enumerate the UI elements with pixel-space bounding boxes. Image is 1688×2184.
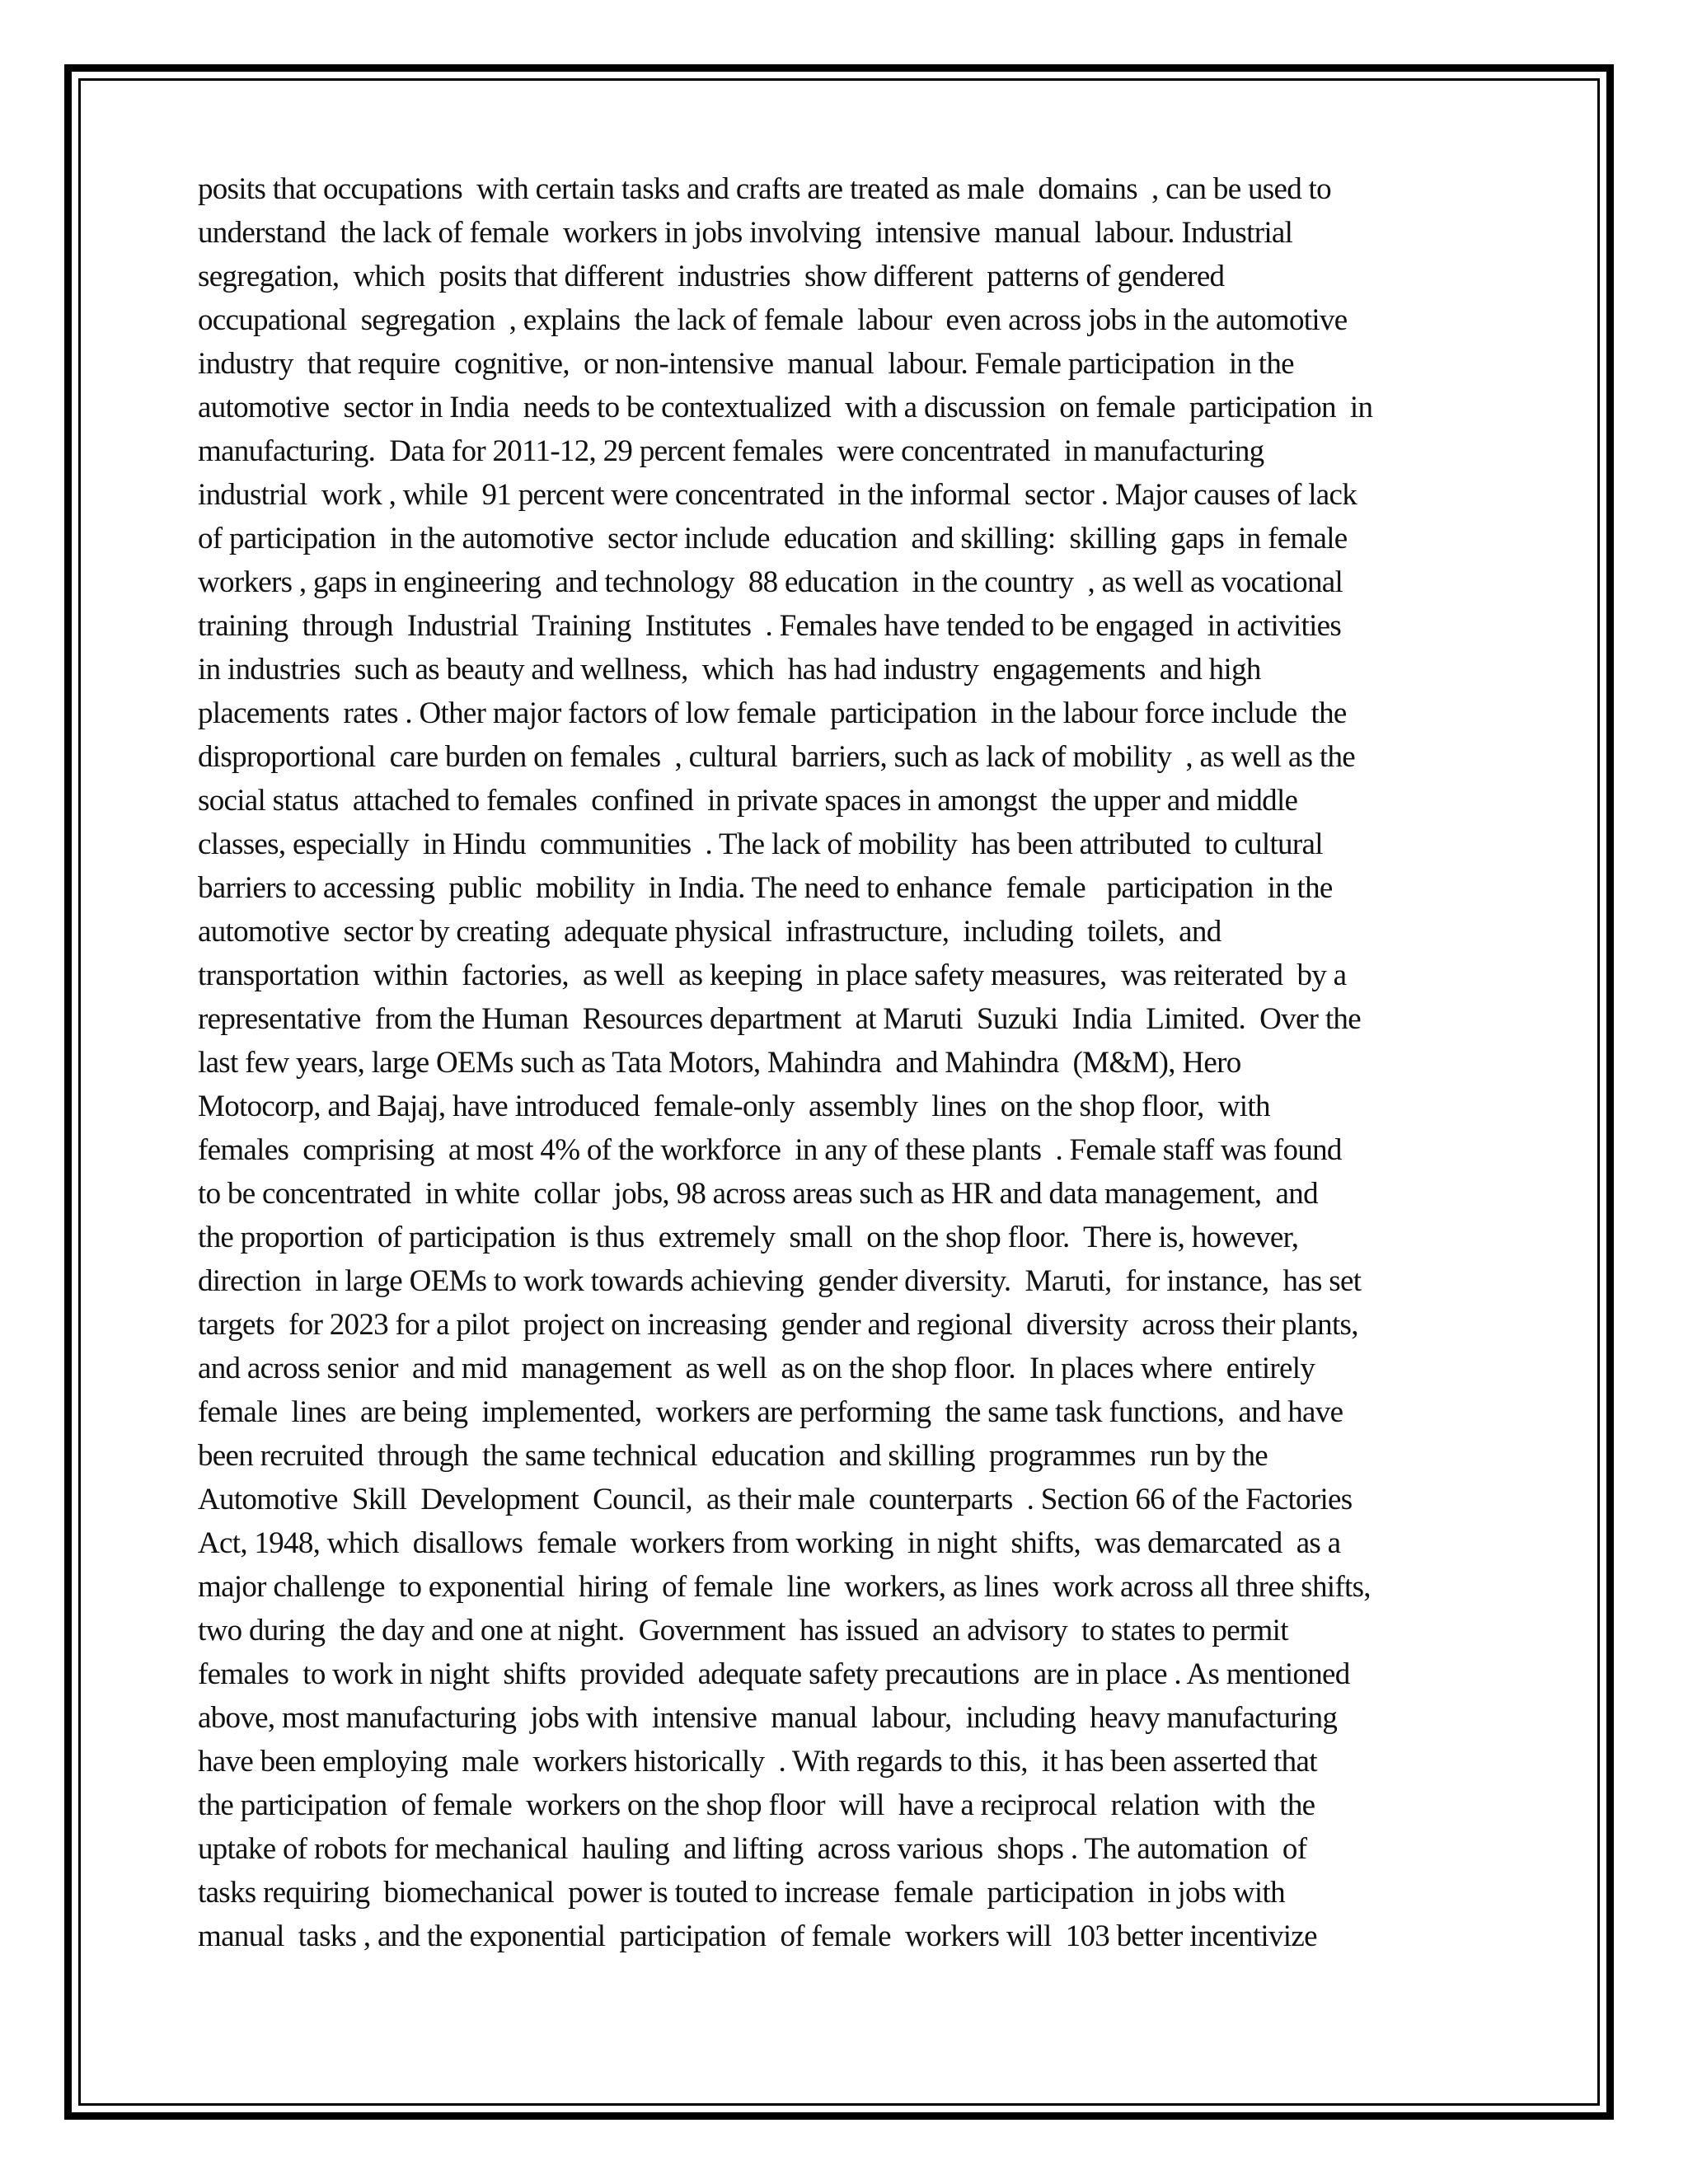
text-line: last few years, large OEMs such as Tata Motors, Mahindra and Mahindra (M&M), Hero [198,1046,1241,1080]
text-line: manual tasks , and the exponential participation of female workers will 103 better incentivize [198,1919,1317,1953]
text-line: uptake of robots for mechanical hauling and lifting across various shops . The automation of [198,1832,1307,1866]
text-line: industrial work , while 91 percent were concentrated in the informal sector . Major causes of lack [198,478,1357,512]
document-body [198,167,1517,1958]
text-line: direction in large OEMs to work towards achieving gender diversity. Maruti, for instance, has set [198,1264,1362,1298]
text-line: Motocorp, and Bajaj, have introduced female-only assembly lines on the shop floor, with [198,1090,1270,1123]
text-line: Act, 1948, which disallows female workers from working in night shifts, was demarcated as a [198,1526,1341,1560]
text-line: female lines are being implemented, workers are performing the same task functions, and have [198,1395,1343,1429]
text-line: have been employing male workers historically . With regards to this, it has been asserted that [198,1745,1317,1779]
text-line: the proportion of participation is thus extremely small on the shop floor. There is, however, [198,1221,1299,1254]
text-line: disproportional care burden on females , cultural barriers, such as lack of mobility , as well as the [198,740,1355,774]
text-line: above, most manufacturing jobs with intensive manual labour, including heavy manufacturing [198,1701,1338,1735]
text-line: and across senior and mid management as well as on the shop floor. In places where entirely [198,1352,1315,1385]
text-line: understand the lack of female workers in jobs involving intensive manual labour. Industrial [198,216,1293,250]
text-line: tasks requiring biomechanical power is touted to increase female participation in jobs with [198,1876,1285,1910]
text-line: females to work in night shifts provided adequate safety precautions are in place . As mentioned [198,1657,1350,1691]
text-line: Automotive Skill Development Council, as their male counterparts . Section 66 of the Factories [198,1483,1353,1516]
text-line: placements rates . Other major factors of low female participation in the labour force include the [198,696,1347,730]
text-line: automotive sector by creating adequate physical infrastructure, including toilets, and [198,915,1221,949]
text-line: posits that occupations with certain tasks and crafts are treated as male domains , can be used to [198,172,1331,206]
text-line: classes, especially in Hindu communities . The lack of mobility has been attributed to cultural [198,827,1323,861]
text-line: training through Industrial Training Institutes . Females have tended to be engaged in activities [198,609,1342,643]
text-line: industry that require cognitive, or non-intensive manual labour. Female participation in the [198,347,1294,381]
text-line: of participation in the automotive sector include education and skilling: skilling gaps in female [198,522,1348,555]
text-line: two during the day and one at night. Government has issued an advisory to states to permit [198,1614,1288,1647]
text-line: barriers to accessing public mobility in India. The need to enhance female participation in the [198,871,1333,905]
text-line: been recruited through the same technical education and skilling programmes run by the [198,1439,1268,1473]
text-line: the participation of female workers on the shop floor will have a reciprocal relation with the [198,1788,1315,1822]
text-line: to be concentrated in white collar jobs, 98 across areas such as HR and data management, and [198,1177,1318,1211]
text-line: transportation within factories, as well as keeping in place safety measures, was reiterated by a [198,958,1347,992]
text-line: in industries such as beauty and wellness, which has had industry engagements and high [198,653,1261,687]
text-line: major challenge to exponential hiring of female line workers, as lines work across all three shifts, [198,1570,1371,1604]
text-line: workers , gaps in engineering and technology 88 education in the country , as well as vocational [198,565,1343,599]
text-line: automotive sector in India needs to be contextualized with a discussion on female participation in [198,391,1373,424]
text-line: females comprising at most 4% of the workforce in any of these plants . Female staff was found [198,1133,1342,1167]
text-line: social status attached to females confined in private spaces in amongst the upper and middle [198,784,1298,818]
text-line: occupational segregation , explains the lack of female labour even across jobs in the automotive [198,303,1348,337]
text-line: representative from the Human Resources department at Maruti Suzuki India Limited. Over the [198,1002,1361,1036]
text-line: manufacturing. Data for 2011-12, 29 percent females were concentrated in manufacturing [198,434,1264,468]
text-line: targets for 2023 for a pilot project on increasing gender and regional diversity across their plants, [198,1308,1358,1342]
text-line: segregation, which posits that different industries show different patterns of gendered [198,260,1225,293]
